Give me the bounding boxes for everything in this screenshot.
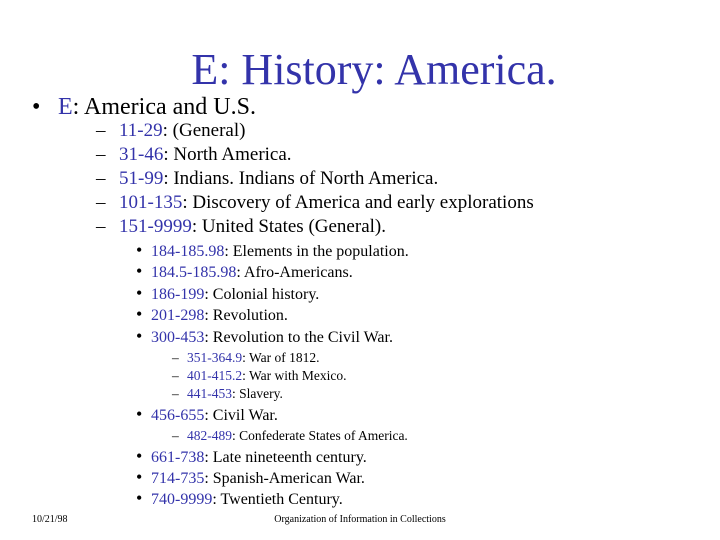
main-text: : America and U.S. xyxy=(72,94,256,120)
item-text: : Late nineteenth century. xyxy=(204,449,367,466)
item-text: : Slavery. xyxy=(232,386,283,401)
dash-marker: – xyxy=(172,368,179,383)
item-text: : Colonial history. xyxy=(204,286,320,303)
item-text: : Spanish-American War. xyxy=(204,470,365,487)
main-code: E xyxy=(58,94,73,120)
revolution-subitem xyxy=(172,385,283,402)
item-text: : (General) xyxy=(162,120,246,141)
item-text: : North America. xyxy=(163,144,292,165)
section-item xyxy=(96,119,245,143)
bullet-marker: • xyxy=(136,326,143,346)
item-text: : War of 1812. xyxy=(242,350,320,365)
bullet-marker: • xyxy=(136,261,143,281)
bullet-marker: • xyxy=(136,283,143,303)
civil-war-item xyxy=(136,404,278,426)
item-code: 714-735 xyxy=(151,470,205,487)
item-code: 186-199 xyxy=(151,286,205,303)
later-item xyxy=(136,467,365,489)
item-code: 482-489 xyxy=(187,428,232,443)
section-item xyxy=(96,167,438,191)
civil-war-subitem xyxy=(172,427,408,444)
section-item xyxy=(96,143,292,167)
item-code: 184.5-185.98 xyxy=(151,264,237,281)
item-text: : Revolution. xyxy=(204,307,288,324)
item-code: 456-655 xyxy=(151,407,205,424)
dash-marker: – xyxy=(96,120,106,141)
item-code: 101-135 xyxy=(119,192,183,213)
dash-marker: – xyxy=(96,192,106,213)
item-code: 661-738 xyxy=(151,449,205,466)
bullet-marker: • xyxy=(136,446,143,466)
item-text: : Discovery of America and early explorations xyxy=(182,192,534,213)
revolution-subitem xyxy=(172,367,347,384)
item-code: 11-29 xyxy=(119,120,163,141)
later-item xyxy=(136,488,343,510)
item-code: 151-9999 xyxy=(119,216,192,237)
dash-marker: – xyxy=(172,428,179,443)
item-code: 740-9999 xyxy=(151,491,213,508)
bullet-marker: • xyxy=(136,467,143,487)
bullet-marker: • xyxy=(136,304,143,324)
revolution-subitem xyxy=(172,349,320,366)
item-text: : War with Mexico. xyxy=(242,368,347,383)
us-item xyxy=(136,261,353,283)
slide-title: E: History: America. xyxy=(191,45,557,94)
item-code: 401-415.2 xyxy=(187,368,243,383)
item-code: 31-46 xyxy=(119,144,164,165)
us-item xyxy=(136,240,409,262)
item-code: 51-99 xyxy=(119,168,164,189)
item-code: 201-298 xyxy=(151,307,205,324)
bullet-marker: • xyxy=(136,488,143,508)
dash-marker: – xyxy=(96,216,106,237)
item-text: : Elements in the population. xyxy=(224,243,409,260)
item-text: : Revolution to the Civil War. xyxy=(204,329,393,346)
item-code: 184-185.98 xyxy=(151,243,225,260)
item-text: : Indians. Indians of North America. xyxy=(163,168,439,189)
dash-marker: – xyxy=(96,168,106,189)
bullet-marker: • xyxy=(136,404,143,424)
item-text: : Confederate States of America. xyxy=(232,428,408,443)
footer-title: Organization of Information in Collections xyxy=(274,514,446,525)
footer-date: 10/21/98 xyxy=(32,514,68,525)
later-item xyxy=(136,446,367,468)
dash-marker: – xyxy=(96,144,106,165)
item-code: 300-453 xyxy=(151,329,205,346)
item-text: : Afro-Americans. xyxy=(236,264,353,281)
us-item xyxy=(136,283,319,305)
section-item xyxy=(96,215,386,239)
bullet-marker: • xyxy=(136,240,143,260)
dash-marker: – xyxy=(172,386,179,401)
item-text: : United States (General). xyxy=(191,216,386,237)
main-heading xyxy=(32,93,256,121)
us-item xyxy=(136,326,393,348)
bullet-marker: • xyxy=(32,94,41,120)
item-text: : Twentieth Century. xyxy=(212,491,343,508)
us-item xyxy=(136,304,288,326)
dash-marker: – xyxy=(172,350,179,365)
item-code: 351-364.9 xyxy=(187,350,243,365)
item-code: 441-453 xyxy=(187,386,232,401)
item-text: : Civil War. xyxy=(204,407,278,424)
section-item xyxy=(96,191,534,215)
